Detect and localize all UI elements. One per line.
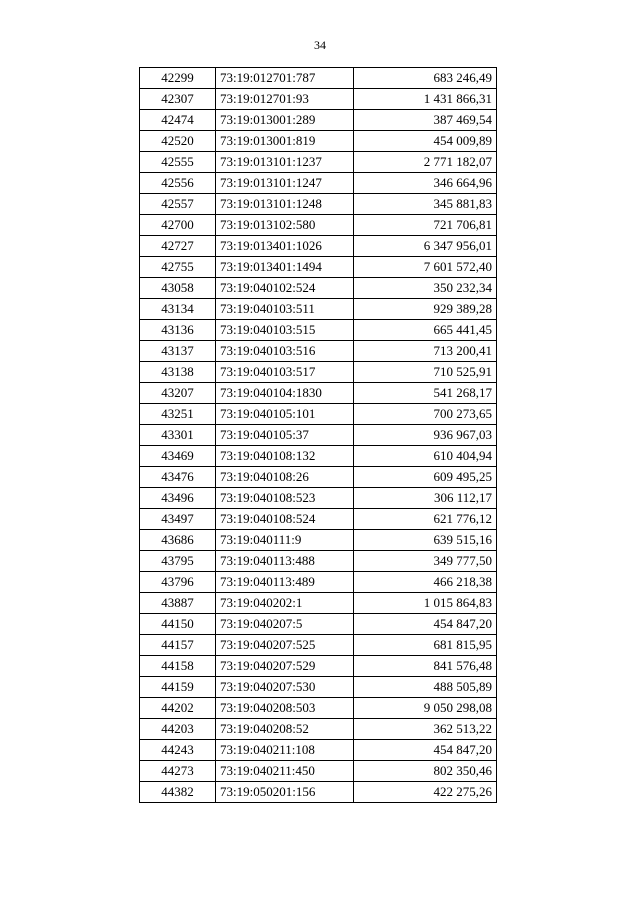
row-number-cell: 42474 [140,110,216,131]
row-number-cell: 43795 [140,551,216,572]
row-number-cell: 43469 [140,446,216,467]
row-number-cell: 43251 [140,404,216,425]
table-row [140,173,497,194]
table-row [140,215,497,236]
cadastral-value-cell: 721 706,81 [354,215,497,236]
table-row [140,740,497,761]
cadastral-value-cell: 454 847,20 [354,740,497,761]
row-number-cell: 42556 [140,173,216,194]
cadastral-value-cell: 454 847,20 [354,614,497,635]
row-number-cell: 43207 [140,383,216,404]
table-row [140,719,497,740]
row-number-cell: 42557 [140,194,216,215]
cadastral-value-cell: 488 505,89 [354,677,497,698]
cadastral-number-cell: 73:19:040103:511 [216,299,354,320]
cadastral-value-cell: 9 050 298,08 [354,698,497,719]
cadastral-value-cell: 7 601 572,40 [354,257,497,278]
cadastral-number-cell: 73:19:040102:524 [216,278,354,299]
cadastral-value-cell: 346 664,96 [354,173,497,194]
table-row [140,383,497,404]
row-number-cell: 42755 [140,257,216,278]
table-row [140,404,497,425]
table-row [140,110,497,131]
cadastral-number-cell: 73:19:040208:503 [216,698,354,719]
table-row [140,509,497,530]
row-number-cell: 43136 [140,320,216,341]
row-number-cell: 42555 [140,152,216,173]
cadastral-value-cell: 387 469,54 [354,110,497,131]
cadastral-value-cell: 802 350,46 [354,761,497,782]
table-row [140,572,497,593]
table-row [140,320,497,341]
row-number-cell: 44273 [140,761,216,782]
cadastral-value-cell: 1 431 866,31 [354,89,497,110]
table-row [140,341,497,362]
cadastral-number-cell: 73:19:040108:523 [216,488,354,509]
table-row [140,257,497,278]
cadastral-number-cell: 73:19:040108:26 [216,467,354,488]
table-row [140,194,497,215]
table-row [140,761,497,782]
row-number-cell: 43058 [140,278,216,299]
table-row [140,551,497,572]
row-number-cell: 44243 [140,740,216,761]
cadastral-value-cell: 710 525,91 [354,362,497,383]
cadastral-value-cell: 454 009,89 [354,131,497,152]
cadastral-number-cell: 73:19:013001:819 [216,131,354,152]
table-row [140,446,497,467]
row-number-cell: 43476 [140,467,216,488]
cadastral-number-cell: 73:19:050201:156 [216,782,354,803]
cadastral-number-cell: 73:19:040207:529 [216,656,354,677]
cadastral-value-cell: 1 015 864,83 [354,593,497,614]
cadastral-value-cell: 936 967,03 [354,425,497,446]
cadastral-value-cell: 621 776,12 [354,509,497,530]
row-number-cell: 44203 [140,719,216,740]
cadastral-number-cell: 73:19:040103:517 [216,362,354,383]
cadastral-number-cell: 73:19:013001:289 [216,110,354,131]
cadastral-value-cell: 306 112,17 [354,488,497,509]
table-row [140,68,497,89]
table-row [140,656,497,677]
table-row [140,278,497,299]
cadastral-value-table [139,67,497,803]
cadastral-number-cell: 73:19:040202:1 [216,593,354,614]
table-row [140,299,497,320]
table-row [140,488,497,509]
cadastral-value-cell: 929 389,28 [354,299,497,320]
row-number-cell: 44159 [140,677,216,698]
row-number-cell: 42299 [140,68,216,89]
table-row [140,89,497,110]
cadastral-value-cell: 362 513,22 [354,719,497,740]
cadastral-value-cell: 639 515,16 [354,530,497,551]
cadastral-number-cell: 73:19:013101:1237 [216,152,354,173]
table-body [140,68,497,803]
cadastral-value-cell: 681 815,95 [354,635,497,656]
cadastral-number-cell: 73:19:013102:580 [216,215,354,236]
table-row [140,467,497,488]
table-row [140,530,497,551]
cadastral-number-cell: 73:19:040113:488 [216,551,354,572]
cadastral-value-cell: 466 218,38 [354,572,497,593]
cadastral-value-cell: 345 881,83 [354,194,497,215]
row-number-cell: 43301 [140,425,216,446]
row-number-cell: 42307 [140,89,216,110]
cadastral-number-cell: 73:19:040108:524 [216,509,354,530]
table-row [140,593,497,614]
cadastral-value-cell: 350 232,34 [354,278,497,299]
cadastral-number-cell: 73:19:040104:1830 [216,383,354,404]
row-number-cell: 43496 [140,488,216,509]
row-number-cell: 42727 [140,236,216,257]
row-number-cell: 43796 [140,572,216,593]
cadastral-number-cell: 73:19:013401:1494 [216,257,354,278]
cadastral-number-cell: 73:19:040207:525 [216,635,354,656]
row-number-cell: 43686 [140,530,216,551]
row-number-cell: 43137 [140,341,216,362]
row-number-cell: 44150 [140,614,216,635]
cadastral-value-cell: 665 441,45 [354,320,497,341]
cadastral-number-cell: 73:19:040105:101 [216,404,354,425]
page-number: 34 [314,38,326,52]
table-row [140,425,497,446]
cadastral-number-cell: 73:19:012701:93 [216,89,354,110]
cadastral-value-cell: 422 275,26 [354,782,497,803]
cadastral-number-cell: 73:19:040105:37 [216,425,354,446]
cadastral-number-cell: 73:19:040208:52 [216,719,354,740]
cadastral-number-cell: 73:19:040207:5 [216,614,354,635]
cadastral-value-cell: 610 404,94 [354,446,497,467]
cadastral-number-cell: 73:19:040211:108 [216,740,354,761]
table-row [140,152,497,173]
cadastral-number-cell: 73:19:040211:450 [216,761,354,782]
row-number-cell: 43134 [140,299,216,320]
row-number-cell: 44157 [140,635,216,656]
cadastral-value-cell: 700 273,65 [354,404,497,425]
table-row [140,677,497,698]
cadastral-value-cell: 541 268,17 [354,383,497,404]
row-number-cell: 43497 [140,509,216,530]
row-number-cell: 43887 [140,593,216,614]
row-number-cell: 44202 [140,698,216,719]
table-row [140,698,497,719]
row-number-cell: 44158 [140,656,216,677]
cadastral-value-cell: 683 246,49 [354,68,497,89]
cadastral-value-cell: 609 495,25 [354,467,497,488]
cadastral-number-cell: 73:19:013101:1247 [216,173,354,194]
cadastral-number-cell: 73:19:013101:1248 [216,194,354,215]
cadastral-value-cell: 2 771 182,07 [354,152,497,173]
cadastral-value-cell: 841 576,48 [354,656,497,677]
cadastral-number-cell: 73:19:013401:1026 [216,236,354,257]
table-row [140,362,497,383]
cadastral-value-cell: 6 347 956,01 [354,236,497,257]
cadastral-number-cell: 73:19:040103:515 [216,320,354,341]
table-row [140,236,497,257]
cadastral-number-cell: 73:19:012701:787 [216,68,354,89]
row-number-cell: 44382 [140,782,216,803]
cadastral-number-cell: 73:19:040108:132 [216,446,354,467]
table-row [140,131,497,152]
cadastral-number-cell: 73:19:040103:516 [216,341,354,362]
row-number-cell: 42520 [140,131,216,152]
table-row [140,614,497,635]
cadastral-number-cell: 73:19:040207:530 [216,677,354,698]
table-row [140,782,497,803]
row-number-cell: 42700 [140,215,216,236]
cadastral-number-cell: 73:19:040111:9 [216,530,354,551]
cadastral-value-cell: 349 777,50 [354,551,497,572]
table-row [140,635,497,656]
cadastral-number-cell: 73:19:040113:489 [216,572,354,593]
row-number-cell: 43138 [140,362,216,383]
cadastral-value-cell: 713 200,41 [354,341,497,362]
